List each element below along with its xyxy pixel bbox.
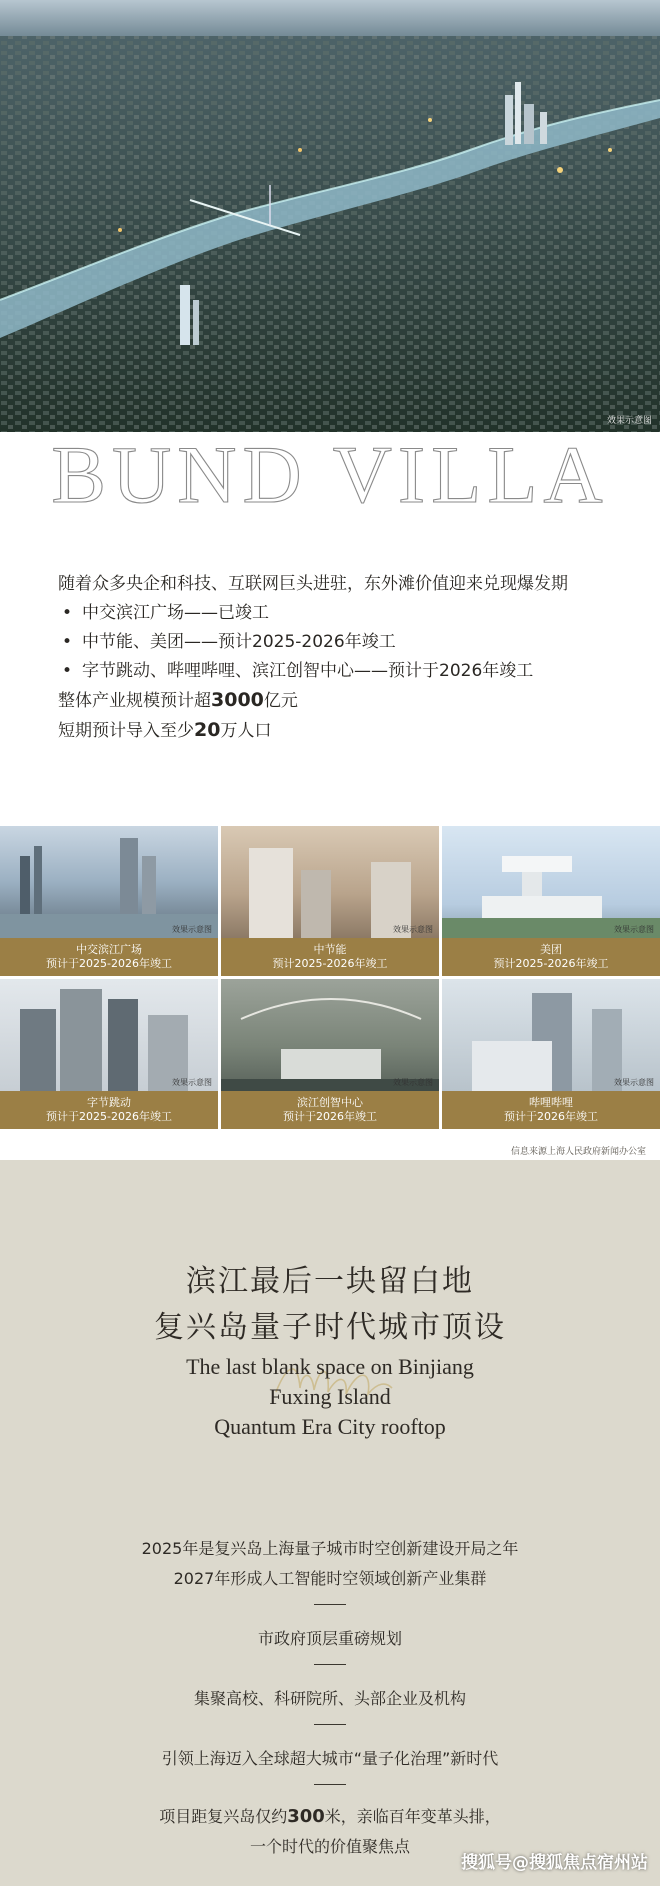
feature-paragraph: 市政府顶层重磅规划 — [257, 1629, 402, 1648]
source-watermark: 搜狐号@搜狐焦点宿州站 — [461, 1853, 648, 1873]
render-note: 效果示意图 — [614, 925, 654, 934]
brand-title-band — [0, 432, 660, 522]
population-inflow: 短期预计导入至少20万人口 — [58, 719, 272, 741]
project-status: 预计于2025-2026年竣工 — [46, 957, 172, 970]
render-note: 效果示意图 — [606, 416, 652, 426]
project-status: 预计2025-2026年竣工 — [493, 957, 609, 970]
project-name: 美团 — [540, 943, 562, 956]
project-photo — [221, 979, 439, 1091]
project-name: 字节跳动 — [87, 1096, 131, 1109]
project-caption — [442, 938, 660, 976]
project-caption — [221, 938, 439, 976]
divider — [314, 1724, 346, 1725]
project-caption — [0, 938, 218, 976]
project-photo — [442, 826, 660, 938]
project-card — [221, 979, 439, 1129]
divider — [314, 1664, 346, 1665]
project-card — [0, 826, 218, 976]
intro-lead: 随着众多央企和科技、互联网巨头进驻，东外滩价值迎来兑现爆发期 — [58, 574, 568, 594]
feature-paragraph: 集聚高校、科研院所、头部企业及机构 — [193, 1689, 466, 1708]
render-note: 效果示意图 — [172, 925, 212, 934]
feature-heading-en-3: Quantum Era City rooftop — [214, 1414, 446, 1439]
feature-heading-en-2: Fuxing Island — [269, 1384, 391, 1409]
brand-title-outline — [0, 432, 660, 522]
industry-scale: 整体产业规模预计超3000亿元 — [58, 689, 298, 711]
project-grid — [0, 826, 660, 1142]
project-card — [442, 826, 660, 976]
brand-title: BUND VILLA — [51, 432, 609, 520]
project-caption — [221, 1091, 439, 1129]
city-river-illustration — [0, 0, 660, 432]
hero-aerial-image — [0, 0, 660, 432]
project-status: 预计于2026年竣工 — [283, 1110, 377, 1123]
project-card — [221, 826, 439, 976]
render-note: 效果示意图 — [393, 1078, 433, 1087]
render-note: 效果示意图 — [614, 1078, 654, 1087]
project-name: 滨江创智中心 — [297, 1096, 363, 1109]
intro-bullet: • 中交滨江广场——已竣工 — [58, 599, 638, 628]
feature-paragraph: 引领上海迈入全球超大城市“量子化治理”新时代 — [161, 1749, 499, 1768]
project-card — [0, 979, 218, 1129]
feature-paragraph: 2027年形成人工智能时空领域创新产业集群 — [173, 1569, 487, 1588]
project-name: 中交滨江广场 — [76, 943, 142, 956]
intro-bullet: • 中节能、美团——预计2025-2026年竣工 — [58, 628, 638, 657]
intro-bullet: • 字节跳动、哔哩哔哩、滨江创智中心——预计于2026年竣工 — [58, 657, 638, 686]
project-status: 预计2025-2026年竣工 — [272, 957, 388, 970]
info-source: 信息来源上海人民政府新闻办公室 — [510, 1147, 646, 1157]
render-note: 效果示意图 — [393, 925, 433, 934]
project-photo — [221, 826, 439, 938]
project-caption — [0, 1091, 218, 1129]
divider — [314, 1604, 346, 1605]
project-status: 预计于2026年竣工 — [504, 1110, 598, 1123]
project-status: 预计于2025-2026年竣工 — [46, 1110, 172, 1123]
project-name: 中节能 — [313, 943, 347, 956]
project-photo — [0, 979, 218, 1091]
project-name: 哔哩哔哩 — [529, 1096, 573, 1109]
intro-text — [58, 570, 638, 746]
project-card — [442, 979, 660, 1129]
project-photo — [442, 979, 660, 1091]
project-caption — [442, 1091, 660, 1129]
feature-heading-en-1: The last blank space on Binjiang — [186, 1354, 474, 1379]
feature-paragraph: 一个时代的价值聚焦点 — [249, 1837, 410, 1856]
project-photo — [0, 826, 218, 938]
feature-paragraph: 2025年是复兴岛上海量子城市时空创新建设开局之年 — [141, 1539, 519, 1558]
feature-distance: 项目距复兴岛仅约300米，亲临百年变革头排， — [159, 1806, 501, 1827]
divider — [314, 1784, 346, 1785]
render-note: 效果示意图 — [172, 1078, 212, 1087]
feature-subheading-cn: 复兴岛量子时代城市顶设 — [154, 1310, 506, 1345]
feature-heading-cn: 滨江最后一块留白地 — [186, 1264, 474, 1299]
